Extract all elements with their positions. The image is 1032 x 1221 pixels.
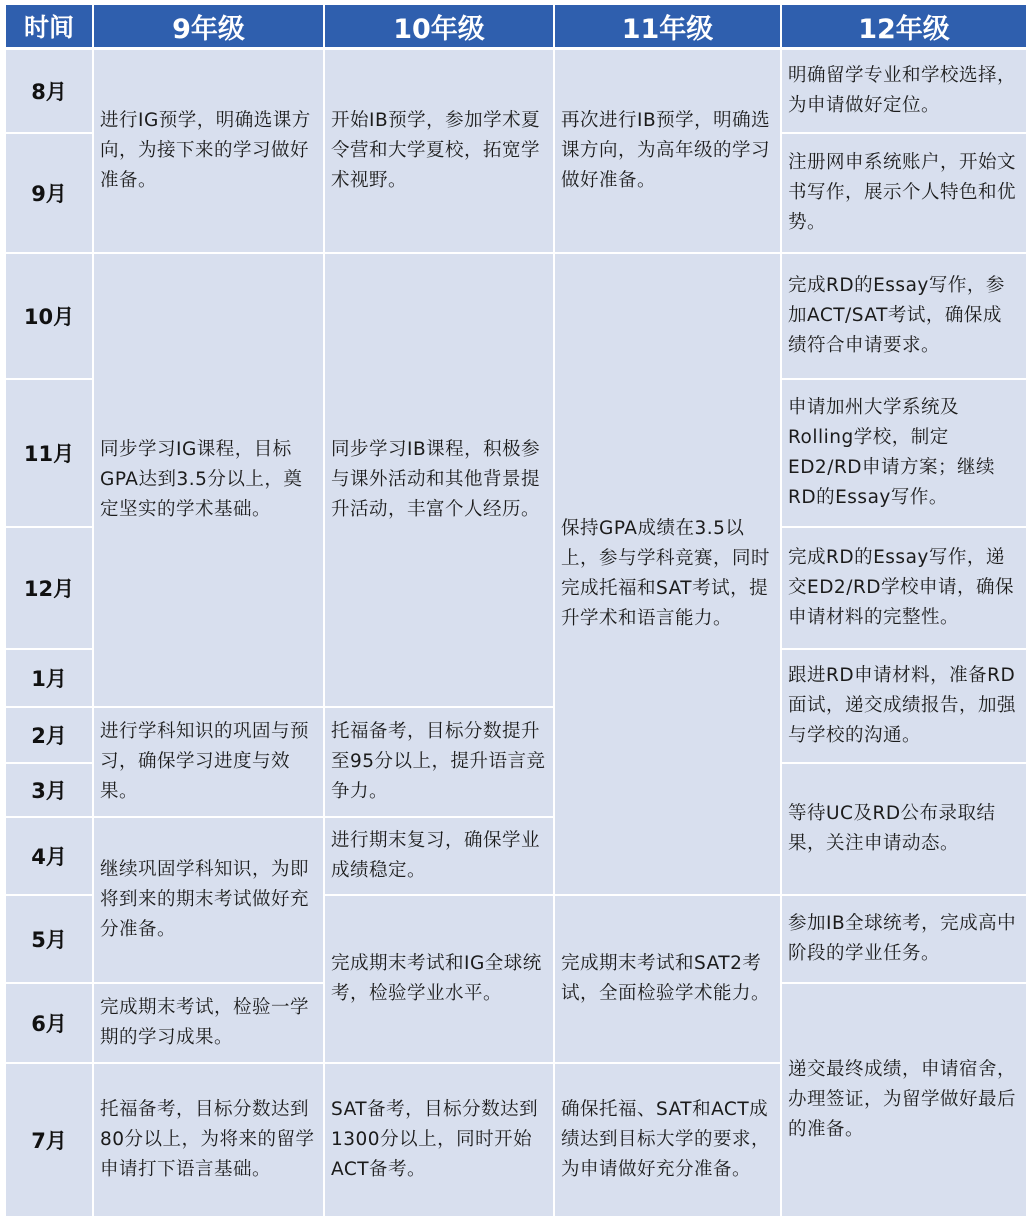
cell-text: 申请加州大学系统及Rolling学校，制定ED2/RD申请方案；继续RD的Essay写作。 (788, 397, 996, 508)
month-cell: 9月 (6, 134, 92, 252)
cell-text: 再次进行IB预学，明确选课方向，为高年级的学习做好准备。 (561, 110, 771, 191)
grade-9-cell (94, 818, 323, 982)
grade-12-cell (782, 254, 1026, 378)
cell-text: 托福备考，目标分数提升至95分以上，提升语言竞争力。 (331, 721, 546, 802)
header-grade-12: 12年级 (782, 5, 1026, 47)
cell-text: 进行学科知识的巩固与预习，确保学习进度与效果。 (100, 721, 310, 802)
grade-12-cell (782, 50, 1026, 132)
grade-9-cell (94, 984, 323, 1062)
month-cell: 1月 (6, 650, 92, 706)
cell-text: 完成期末考试和SAT2考试，全面检验学术能力。 (561, 953, 771, 1004)
cell-text: 参加IB全球统考，完成高中阶段的学业任务。 (788, 913, 1017, 964)
cell-text: 进行期末复习，确保学业成绩稳定。 (331, 830, 541, 881)
month-cell: 8月 (6, 50, 92, 132)
month-cell: 4月 (6, 818, 92, 894)
month-cell: 5月 (6, 896, 92, 982)
grade-9-cell (94, 254, 323, 706)
grade-10-cell (325, 708, 553, 816)
cell-text: 托福备考，目标分数达到80分以上，为将来的留学申请打下语言基础。 (100, 1099, 315, 1180)
grade-12-cell (782, 650, 1026, 762)
cell-text: 完成RD的Essay写作，参加ACT/SAT考试，确保成绩符合申请要求。 (788, 275, 1005, 356)
cell-text: 完成RD的Essay写作，递交ED2/RD学校申请，确保申请材料的完整性。 (788, 547, 1015, 628)
cell-text: 完成期末考试和IG全球统考，检验学业水平。 (331, 953, 542, 1004)
cell-text: 确保托福、SAT和ACT成绩达到目标大学的要求，为申请做好充分准备。 (561, 1099, 771, 1180)
header-grade-10: 10年级 (325, 5, 553, 47)
cell-text: 明确留学专业和学校选择，为申请做好定位。 (788, 65, 1017, 116)
grade-9-cell (94, 1064, 323, 1216)
month-cell: 6月 (6, 984, 92, 1062)
grade-12-cell (782, 984, 1026, 1216)
grade-9-cell (94, 708, 323, 816)
grade-12-cell (782, 380, 1026, 526)
month-cell: 3月 (6, 764, 92, 816)
cell-text: 继续巩固学科知识，为即将到来的期末考试做好充分准备。 (100, 859, 310, 940)
grade-12-cell (782, 528, 1026, 648)
header-grade-11: 11年级 (555, 5, 780, 47)
month-cell: 2月 (6, 708, 92, 762)
cell-text: 同步学习IG课程，目标GPA达到3.5分以上，奠定坚实的学术基础。 (100, 439, 303, 520)
month-cell: 12月 (6, 528, 92, 648)
cell-text: 跟进RD申请材料，准备RD面试，递交成绩报告，加强与学校的沟通。 (788, 665, 1017, 746)
grade-11-cell (555, 1064, 780, 1216)
grade-11-cell (555, 50, 780, 252)
grade-12-cell (782, 764, 1026, 894)
grade-12-cell (782, 134, 1026, 252)
grade-9-cell (94, 50, 323, 252)
cell-text: 完成期末考试，检验一学期的学习成果。 (100, 997, 310, 1048)
grade-12-cell (782, 896, 1026, 982)
grade-11-cell (555, 254, 780, 894)
cell-text: 同步学习IB课程，积极参与课外活动和其他背景提升活动，丰富个人经历。 (331, 439, 541, 520)
grade-10-cell (325, 50, 553, 252)
month-cell: 10月 (6, 254, 92, 378)
cell-text: 开始IB预学，参加学术夏令营和大学夏校，拓宽学术视野。 (331, 110, 541, 191)
cell-text: 等待UC及RD公布录取结果，关注申请动态。 (788, 803, 996, 854)
cell-text: 保持GPA成绩在3.5以上，参与学科竞赛，同时完成托福和SAT考试，提升学术和语言能力。 (561, 518, 771, 629)
grade-10-cell (325, 818, 553, 894)
month-cell: 11月 (6, 380, 92, 526)
header-grade-9: 9年级 (94, 5, 323, 47)
grade-11-cell (555, 896, 780, 1062)
grade-10-cell (325, 254, 553, 706)
cell-text: 递交最终成绩，申请宿舍，办理签证，为留学做好最后的准备。 (788, 1059, 1017, 1140)
cell-text: SAT备考，目标分数达到1300分以上，同时开始ACT备考。 (331, 1099, 539, 1180)
cell-text: 进行IG预学，明确选课方向，为接下来的学习做好准备。 (100, 110, 311, 191)
month-cell: 7月 (6, 1064, 92, 1216)
grade-10-cell (325, 896, 553, 1062)
grade-10-cell (325, 1064, 553, 1216)
header-time: 时间 (6, 5, 92, 47)
cell-text: 注册网申系统账户，开始文书写作，展示个人特色和优势。 (788, 152, 1017, 233)
